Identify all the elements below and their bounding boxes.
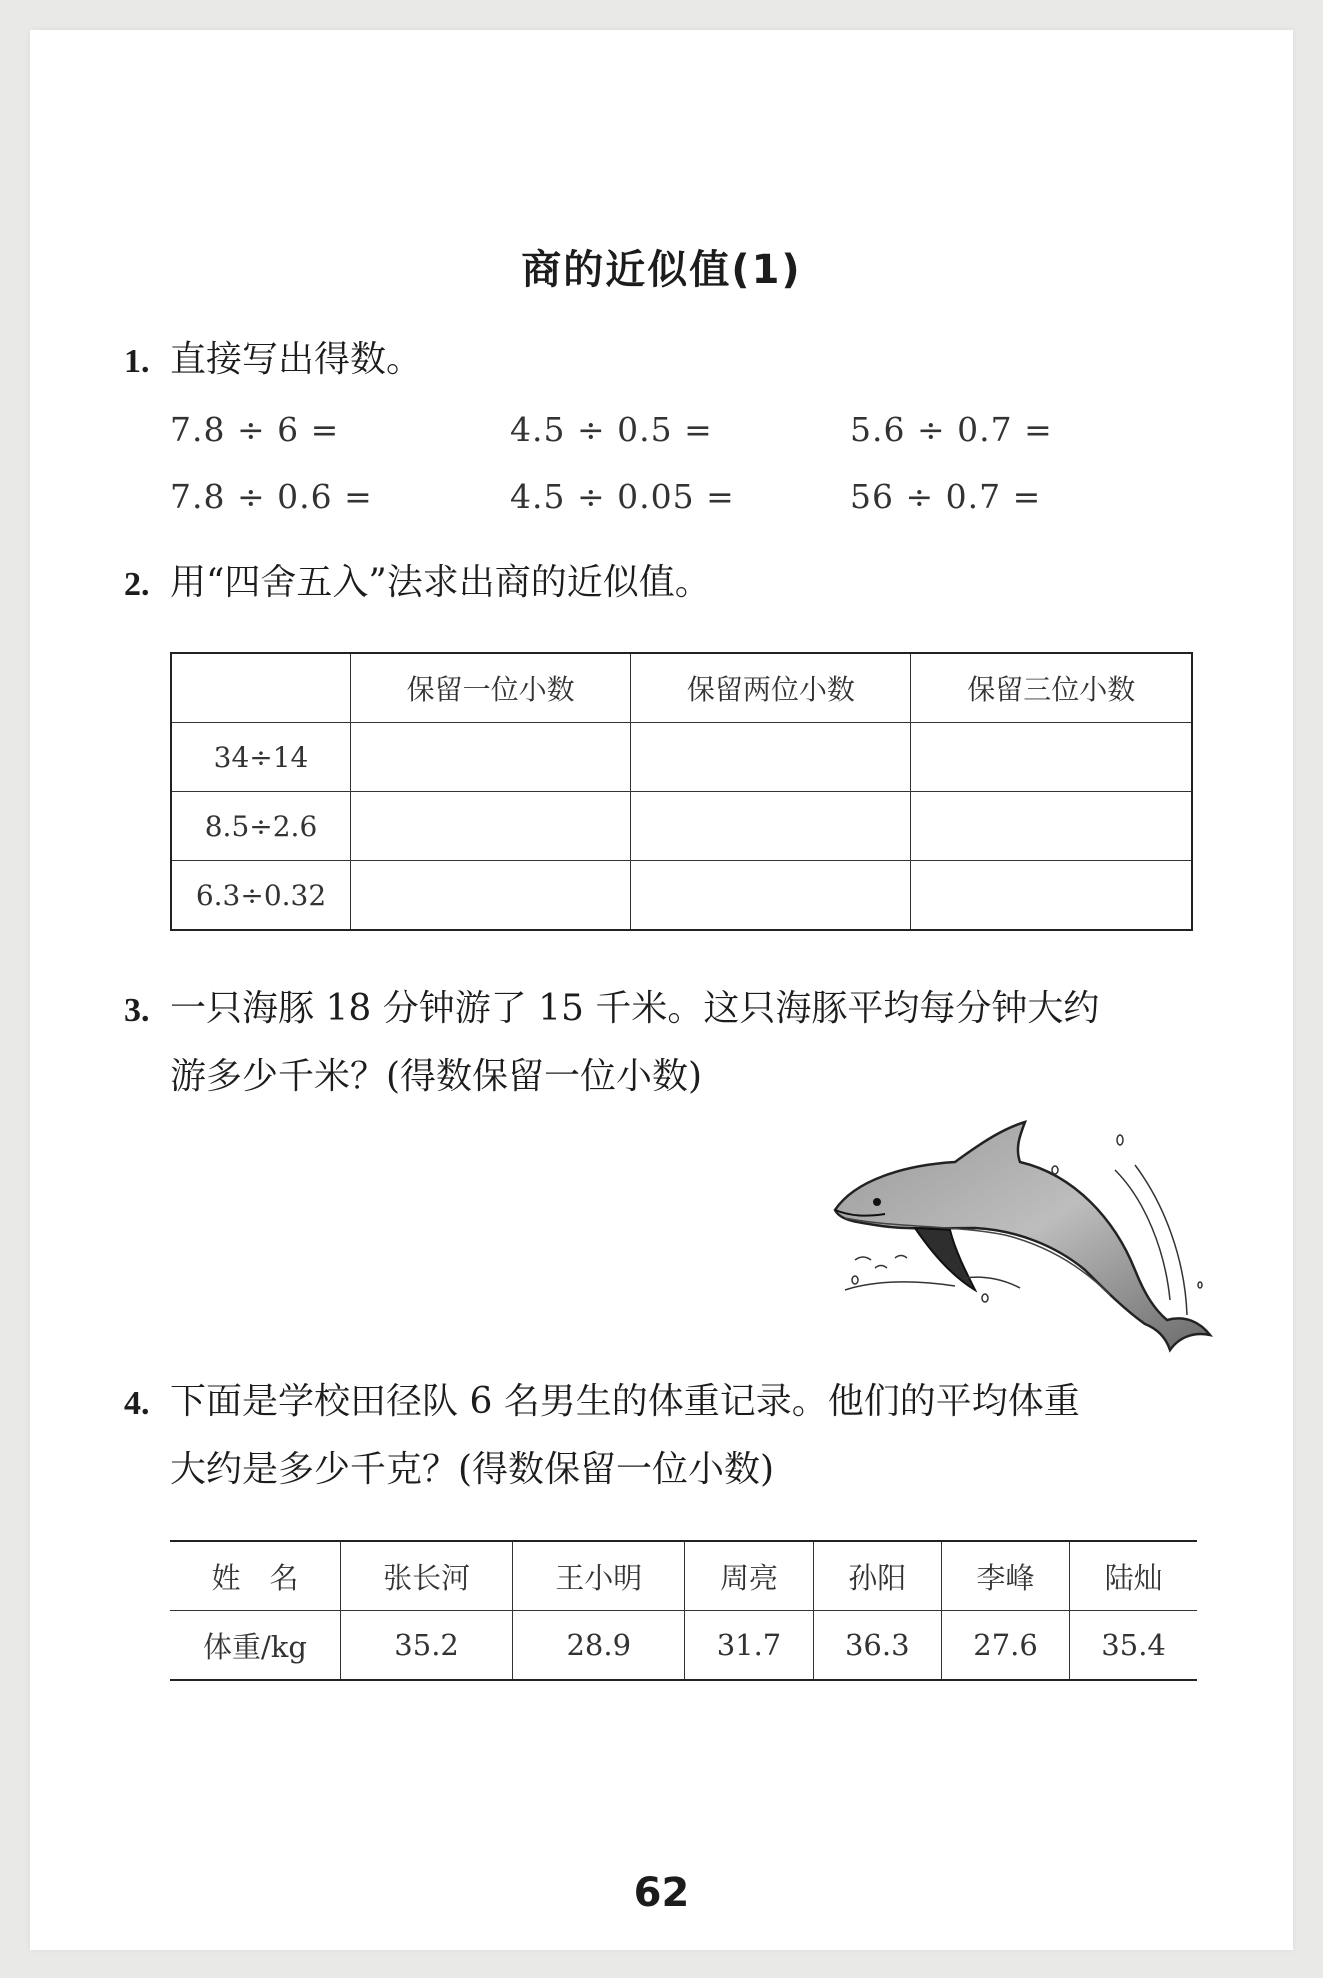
student-name: 周亮	[685, 1541, 813, 1611]
dolphin-illustration	[815, 1110, 1215, 1370]
student-weight: 35.4	[1070, 1611, 1197, 1681]
equation: 5.6 ÷ 0.7 =	[850, 410, 1053, 449]
equation: 4.5 ÷ 0.5 =	[510, 410, 713, 449]
page-number: 62	[633, 1870, 690, 1916]
equation: 7.8 ÷ 0.6 =	[170, 477, 373, 516]
answer-cell[interactable]	[351, 723, 631, 792]
table-row	[171, 723, 1192, 792]
table-header-cell: 保留两位小数	[631, 653, 911, 723]
answer-cell[interactable]	[631, 861, 911, 931]
question-2-text: 用“四舍五入”法求出商的近似值。	[170, 562, 711, 603]
table-row	[171, 792, 1192, 861]
question-4-line-2: 大约是多少千克？(得数保留一位小数)	[170, 1449, 775, 1490]
student-weight: 28.9	[513, 1611, 685, 1681]
equation: 4.5 ÷ 0.05 =	[510, 477, 735, 516]
row-expression: 8.5÷2.6	[171, 792, 351, 861]
weight-table	[170, 1540, 1197, 1681]
answer-cell[interactable]	[351, 861, 631, 931]
table-header-cell: 保留三位小数	[911, 653, 1192, 723]
equation: 7.8 ÷ 6 =	[170, 410, 340, 449]
student-name: 王小明	[513, 1541, 685, 1611]
name-label: 姓 名	[211, 1560, 299, 1595]
answer-cell[interactable]	[351, 792, 631, 861]
question-3-number: 3.	[124, 992, 150, 1029]
question-4-number: 4.	[124, 1385, 150, 1422]
student-name: 李峰	[941, 1541, 1069, 1611]
student-name: 孙阳	[813, 1541, 941, 1611]
table-corner-cell	[171, 653, 351, 723]
row-expression: 34÷14	[171, 723, 351, 792]
student-weight: 36.3	[813, 1611, 941, 1681]
answer-cell[interactable]	[911, 723, 1192, 792]
question-1-number: 1.	[124, 343, 150, 380]
table-row	[170, 1541, 1197, 1611]
question-1-text: 直接写出得数。	[170, 339, 423, 380]
answer-cell[interactable]	[631, 792, 911, 861]
table-row	[170, 1611, 1197, 1681]
question-3-line-2: 游多少千米？(得数保留一位小数)	[170, 1056, 703, 1097]
page-title: 商的近似值(1)	[521, 247, 802, 293]
row-expression: 6.3÷0.32	[171, 861, 351, 931]
answer-cell[interactable]	[911, 792, 1192, 861]
question-2-number: 2.	[124, 566, 150, 603]
question-3-line-1: 一只海豚 18 分钟游了 15 千米。这只海豚平均每分钟大约	[170, 988, 1100, 1029]
answer-cell[interactable]	[911, 861, 1192, 931]
weight-label: 体重/kg	[170, 1611, 341, 1681]
equation: 56 ÷ 0.7 =	[850, 477, 1042, 516]
student-name: 陆灿	[1070, 1541, 1197, 1611]
approximation-table	[170, 652, 1193, 931]
student-weight: 27.6	[941, 1611, 1069, 1681]
table-header-cell: 保留一位小数	[351, 653, 631, 723]
student-weight: 35.2	[341, 1611, 513, 1681]
student-weight: 31.7	[685, 1611, 813, 1681]
student-name: 张长河	[341, 1541, 513, 1611]
table-header-row	[171, 653, 1192, 723]
question-4-line-1: 下面是学校田径队 6 名男生的体重记录。他们的平均体重	[170, 1381, 1080, 1422]
answer-cell[interactable]	[631, 723, 911, 792]
table-row	[171, 861, 1192, 931]
